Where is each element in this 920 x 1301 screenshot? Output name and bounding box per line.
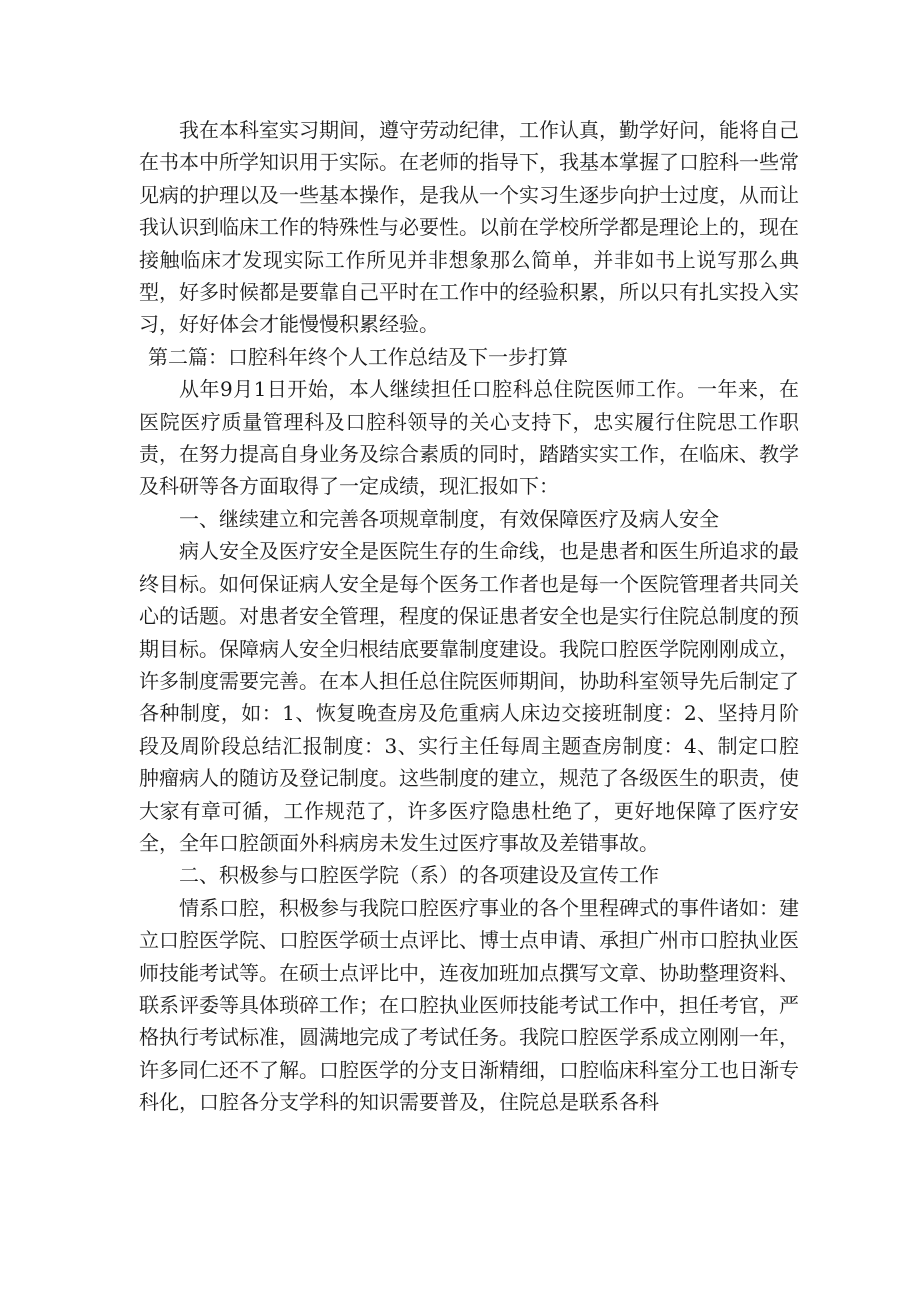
- section-two-heading: 二、积极参与口腔医学院（系）的各项建设及宣传工作: [179, 863, 659, 888]
- paragraph-internship-reflection: 我在本科室实习期间，遵守劳动纪律，工作认真，勤学好问，能将自己在书本中所学知识用于实际。在老师的指导下，我基本掌握了口腔科一些常见病的护理以及一些基本操作，是我从一个实习生逐步向护士过度，从而让我认识到临床工作的特殊性与必要性。以前在学校所学都是理论上的，现在接触临床才发现实际工作所见并非想象那么简单，并非如书上说写那么典型，好多时候都是要靠自己平时在工作中的经验积累，所以只有扎实投入实习，好好体会才能慢慢积累经验。: [139, 118, 799, 337]
- part-two-title: 第二篇：口腔科年终个人工作总结及下一步打算: [148, 344, 568, 369]
- paragraph-school-construction: 情系口腔，积极参与我院口腔医疗事业的各个里程碑式的事件诸如：建立口腔医学院、口腔医学硕士点评比、博士点申请、承担广州市口腔执业医师技能考试等。在硕士点评比中，连夜加班加点撰写文章、协助整理资料、联系评委等具体琐碎工作；在口腔执业医师技能考试工作中，担任考官，严格执行考试标准，圆满地完成了考试任务。我院口腔医学系成立刚刚一年，许多同仁还不了解。口腔医学的分支日渐精细，口腔临床科室分工也日渐专科化，口腔各分支学科的知识需要普及，住院总是联系各科: [139, 895, 799, 1115]
- paragraph-patient-safety: 病人安全及医疗安全是医院生存的生命线，也是患者和医生所追求的最终目标。如何保证病人安全是每个医务工作者也是每一个医院管理者共同关心的话题。对患者安全管理，程度的保证患者安全也是实行住院总制度的预期目标。保障病人安全归根结底要靠制度建设。我院口腔医学院刚刚成立，许多制度需要完善。在本人担任总住院医师期间，协助科室领导先后制定了各种制度，如：1、恢复晚查房及危重病人床边交接班制度：2、坚持月阶段及周阶段总结汇报制度：3、实行主任每周主题查房制度：4、制定口腔肿瘤病人的随访及登记制度。这些制度的建立，规范了各级医生的职责，使大家有章可循，工作规范了，许多医疗隐患杜绝了，更好地保障了医疗安全，全年口腔颌面外科病房未发生过医疗事故及差错事故。: [139, 539, 799, 855]
- document-page: [139, 114, 799, 1119]
- section-one-heading: 一、继续建立和完善各项规章制度，有效保障医疗及病人安全: [179, 506, 719, 531]
- paragraph-work-overview: 从年9月1日开始，本人继续担任口腔科总住院医师工作。一年来，在医院医疗质量管理科及口腔科领导的关心支持下，忠实履行住院思工作职责，在努力提高自身业务及综合素质的同时，踏踏实实工作，在临床、教学及科研等各方面取得了一定成绩，现汇报如下：: [139, 377, 799, 499]
